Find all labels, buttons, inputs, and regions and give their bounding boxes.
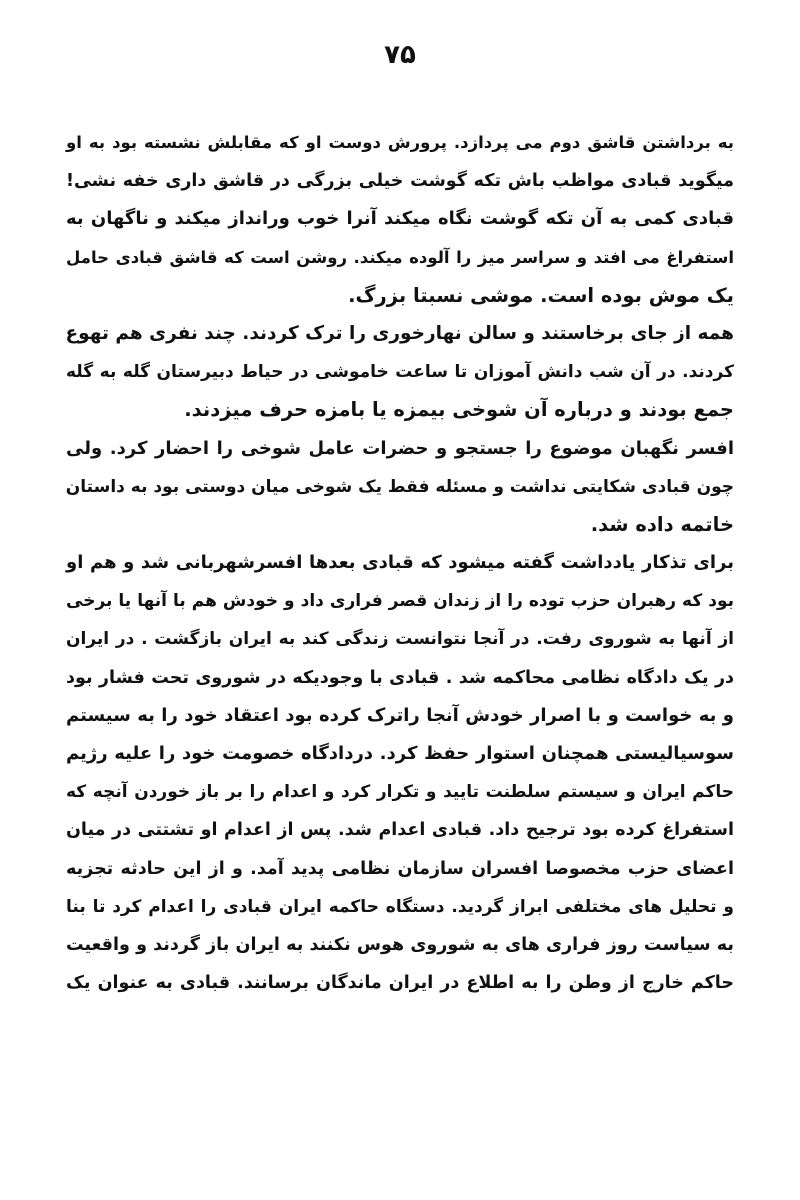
text-line: استفراغ می افتد و سراسر میز را آلوده میکند. روشن است که قاشق قبادی حامل: [66, 247, 734, 267]
text-line: به سیاست روز فراری های به شوروی هوس نکنند به ایران باز گردند و واقعیت: [66, 934, 734, 955]
text-line: همه از جای برخاستند و سالن نهارخوری را ترک کردند. چند نفری هم تهوع: [65, 322, 734, 344]
text-line: میگوید قبادی مواظب باش تکه گوشت خیلی بزرگی در قاشق داری خفه نشی!: [66, 171, 734, 192]
text-line: خاتمه داده شد.: [590, 512, 734, 536]
text-line: بود که رهبران حزب توده را از زندان قصر فراری داد و خودش هم با آنها یا برخی: [66, 591, 734, 612]
text-line: به برداشتن قاشق دوم می پردازد. پرورش دوست او که مقابلش نشسته بود به او: [66, 133, 734, 152]
text-line: حاکم ایران و سیستم سلطنت تایید و تکرار کرد و اعدام را بر باز خوردن آنچه که: [66, 782, 734, 803]
text-line: و به خواست و با اصرار خودش آنجا راترک کرده بود اعتقاد خود را به سیستم: [66, 704, 734, 726]
text-line: چون قبادی شکایتی نداشت و مسئله فقط یک شوخی میان دوستی بود به داستان: [65, 476, 734, 497]
text-line: استفراغ کرده بود ترجیح داد. قبادی اعدام شد. پس از اعدام او تشتتی در میان: [66, 820, 734, 841]
text-line: برای تذکار یادداشت گفته میشود که قبادی بعدها افسرشهربانی شد و هم او: [66, 552, 734, 574]
text-line: کردند. در آن شب دانش آموزان تا ساعت خاموشی در حیاط دبیرستان گله به گله: [66, 362, 734, 383]
text-line: در یک دادگاه نظامی محاکمه شد . قبادی با وجودیکه در شوروی تحت فشار بود: [66, 667, 734, 688]
text-line: از آنها به شوروی رفت. در آنجا نتوانست زندگی کند به ایران بازگشت . در ایران: [66, 629, 734, 650]
text-line: و تحلیل های مختلفی ابراز گردید. دستگاه حاکمه ایران قبادی را اعدام کرد تا بنا: [66, 896, 734, 917]
page-number: ۷۵: [384, 40, 416, 70]
text-line: اعضای حزب مخصوصا افسران سازمان نظامی پدید آمد. و از این حادثه تجزیه: [66, 858, 734, 879]
text-line: سوسیالیستی همچنان استوار حفظ کرد. دردادگاه خصومت خود را علیه رژیم: [66, 743, 734, 764]
text-line: جمع بودند و درباره آن شوخی بیمزه یا بامزه حرف میزدند.: [184, 398, 734, 422]
text-line: یک موش بوده است. موشی نسبتا بزرگ.: [348, 283, 734, 307]
text-line: قبادی کمی به آن تکه گوشت نگاه میکند آنرا خوب ورانداز میکند و ناگهان به: [66, 208, 734, 230]
body-text: [66, 124, 734, 1002]
text-line: حاکم خارج از وطن را به اطلاع در ایران ماندگان برسانند. قبادی به عنوان یک: [66, 973, 734, 994]
text-line: افسر نگهبان موضوع را جستجو و حضرات عامل شوخی را احضار کرد. ولی: [66, 437, 734, 459]
